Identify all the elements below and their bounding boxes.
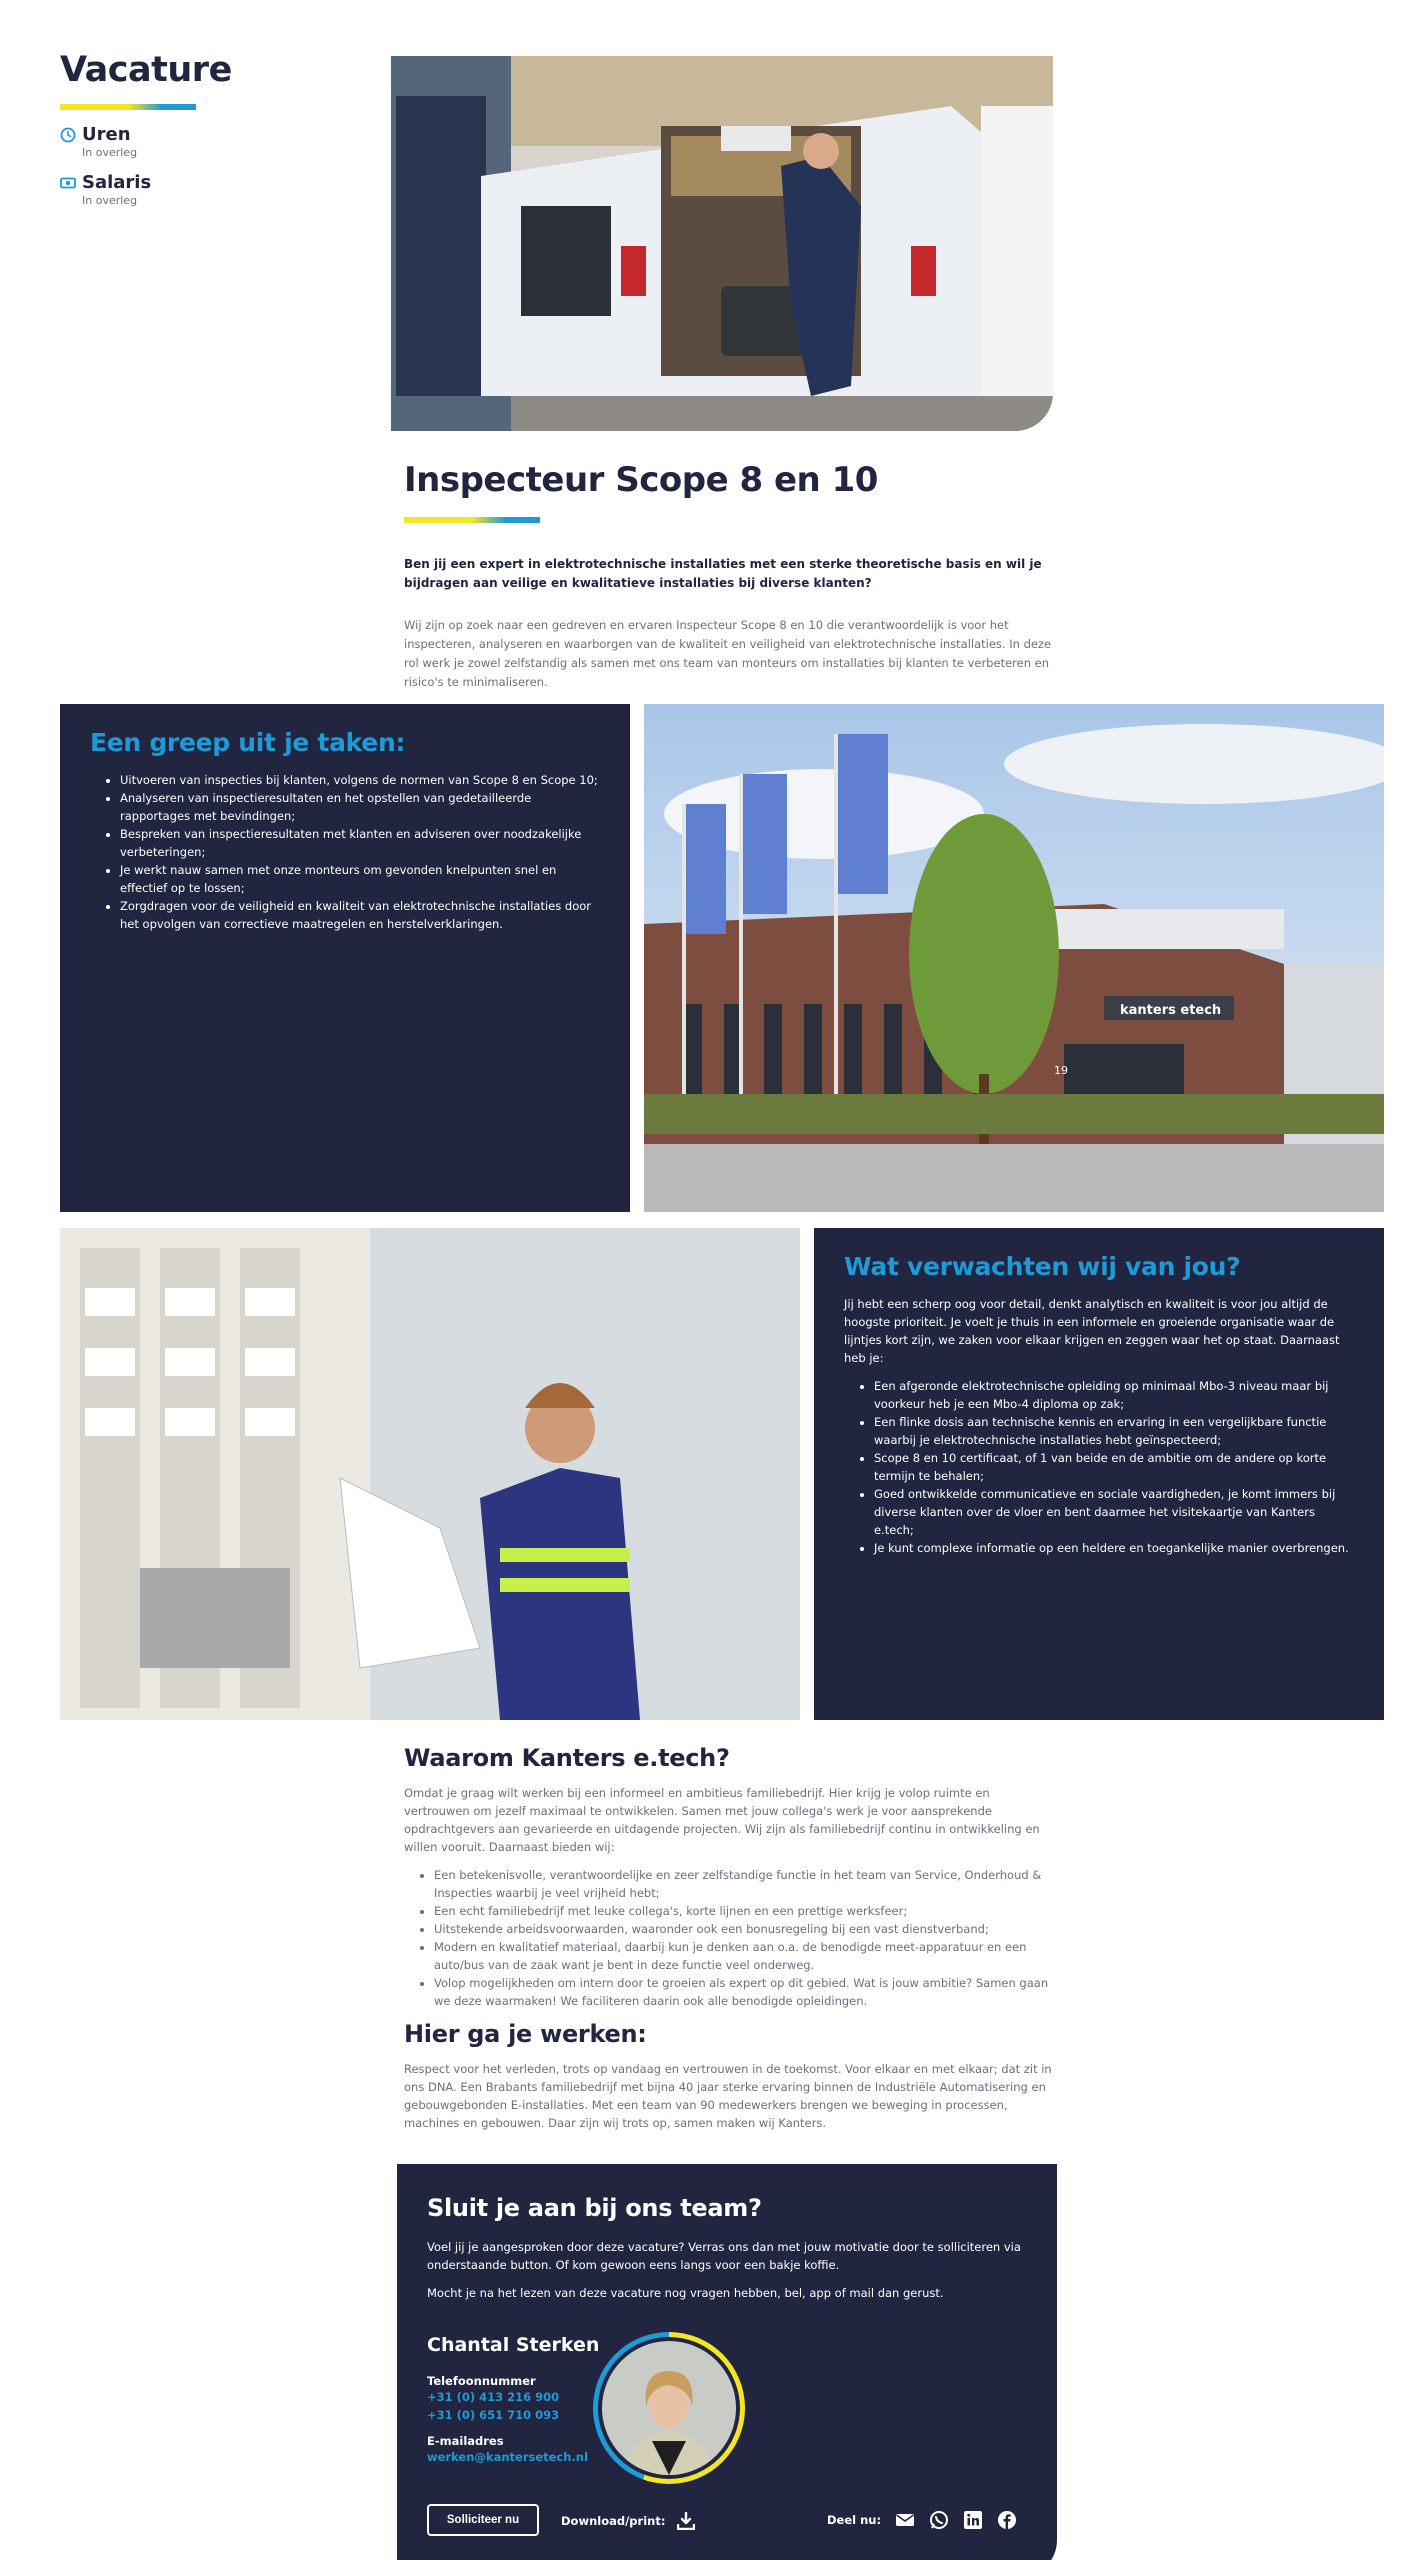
expect-block [814, 1228, 1384, 1720]
linkedin-icon[interactable] [963, 2510, 983, 2530]
facebook-icon[interactable] [997, 2510, 1017, 2530]
tasks-block [60, 704, 630, 1212]
list-item: • Een afgeronde elektrotechnische opleiding op minimaal Mbo-3 niveau maar bij voorkeur heb je een Mbo-4 diploma op zak; [874, 1377, 1354, 1413]
list-item: • Uitvoeren van inspecties bij klanten, volgens de normen van Scope 8 en Scope 10; [120, 771, 600, 789]
apply-button[interactable]: Solliciteer nu [427, 2504, 539, 2536]
work-heading: Hier ga je werken: [404, 2020, 647, 2048]
why-heading: Waarom Kanters e.tech? [404, 1744, 730, 1772]
list-item: • Een flinke dosis aan technische kennis en ervaring in een vergelijkbare functie waarbij je elektrotechnische installaties hebt geïnspecteerd; [874, 1413, 1354, 1449]
cta-text: Voel jij je aangesproken door deze vacature? Verras ons dan met jouw motivatie door te solliciteren via onderstaande button. Of kom gewoon eens langs voor een bakje koffie. [427, 2240, 1021, 2272]
technician-photo [60, 1228, 800, 1720]
whatsapp-icon[interactable] [929, 2510, 949, 2530]
phone-label: Telefoonnummer [427, 2374, 536, 2388]
download-label: Download/print: [561, 2514, 666, 2528]
meta-hours [60, 124, 137, 160]
meta-value: In overleg [82, 146, 138, 159]
job-intro-bold: Ben jij een expert in elektrotechnische installaties met een sterke theoretische basis en wil je bijdragen aan veilige en kwalitatieve installaties bij diverse klanten? [404, 557, 1042, 590]
list-item: • Zorgdragen voor de veiligheid en kwaliteit van elektrotechnische installaties door het opvolgen van correctieve maatregelen en herstelverklaringen. [120, 897, 600, 933]
cta-text: Mocht je na het lezen van deze vacature nog vragen hebben, bel, app of mail dan gerust. [427, 2286, 944, 2300]
list-item: • Je kunt complexe informatie op een heldere en toegankelijke manier overbrengen. [874, 1539, 1354, 1557]
list-item: • Je werkt nauw samen met onze monteurs om gevonden knelpunten snel en effectief op te lossen; [120, 861, 600, 897]
list-item: • Analyseren van inspectieresultaten en het opstellen van gedetailleerde rapportages met bevindingen; [120, 789, 600, 825]
job-title: Inspecteur Scope 8 en 10 [404, 460, 878, 500]
list-item: • Een betekenisvolle, verantwoordelijke en zeer zelfstandige functie in het team van Service, Onderhoud & Inspecties waarbij je veel vrijheid hebt; [434, 1866, 1054, 1902]
building-photo [644, 704, 1384, 1212]
contact-details [427, 2374, 588, 2466]
work-text: Respect voor het verleden, trots op vandaag en vertrouwen in de toekomst. Voor elkaar en met elkaar; dat zit in ons DNA. Een Brabants familiebedrijf met bijna 40 jaar sterke ervaring binnen de Industriële Automatisering en gebouwgebonden E-installaties. Met een team van 90 medewerkers brengen we beweging in processen, machines en gebouwen. Daar zijn wij trots op, samen maken wij Kanters. [404, 2062, 1052, 2130]
phone-link-2[interactable]: +31 (0) 651 710 093 [427, 2408, 560, 2422]
email-label: E-mailadres [427, 2434, 504, 2448]
meta-label: Uren [82, 124, 131, 145]
tasks-list [90, 771, 600, 933]
share-label: Deel nu: [827, 2513, 882, 2527]
meta-value: In overleg [82, 194, 138, 207]
building-number: 19 [1054, 1064, 1068, 1077]
why-intro: Omdat je graag wilt werken bij een informeel en ambitieus familiebedrijf. Hier krijg je volop ruimte en vertrouwen om jezelf maximaal te ontwikkelen. Samen met jouw collega's werk je voor aansprekende opdrachtgevers aan gevarieerde en uitdagende projecten. Wij zijn als familiebedrijf continu in ontwikkeling en willen vooruit. Daarnaast bieden wij: [404, 1786, 1040, 1854]
list-item: • Modern en kwalitatief materiaal, daarbij kun je denken aan o.a. de benodigde meet-apparatuur en een auto/bus van de zaak want je bent in deze functie veel onderweg. [434, 1938, 1054, 1974]
money-icon [60, 175, 76, 191]
hero-photo [391, 56, 1053, 431]
meta-salary [60, 172, 151, 208]
contact-name: Chantal Sterken [427, 2334, 600, 2356]
meta-label: Salaris [82, 172, 152, 193]
title-underline [60, 104, 196, 110]
building-sign: kanters etech [1120, 1003, 1222, 1018]
why-section [404, 1744, 1054, 2010]
download-print [561, 2512, 695, 2530]
expect-heading: Wat verwachten wij van jou? [844, 1252, 1241, 1281]
avatar-photo [602, 2341, 736, 2475]
mail-icon[interactable] [895, 2510, 915, 2530]
tasks-heading: Een greep uit je taken: [90, 728, 406, 757]
list-item: • Een echt familiebedrijf met leuke collega's, korte lijnen en een prettige werksfeer; [434, 1902, 1054, 1920]
cta-block [397, 2164, 1057, 2560]
expect-intro: Jij hebt een scherp oog voor detail, denkt analytisch en kwaliteit is voor jou altijd de hoogste prioriteit. Je voelt je thuis in een informele en groeiende organisatie waar de lijntjes kort zijn, we zaken voor elkaar krijgen en zeggen waar het op staat. Daarnaast heb je: [844, 1297, 1340, 1365]
clock-icon [60, 127, 76, 143]
job-intro: Wij zijn op zoek naar een gedreven en ervaren Inspecteur Scope 8 en 10 die verantwoordelijk is voor het inspecteren, analyseren en waarborgen van de kwaliteit en veiligheid van elektrotechnische installaties. In deze rol werk je zowel zelfstandig als samen met ons team van monteurs om installaties bij klanten te verbeteren en risico's te minimaliseren. [404, 618, 1052, 689]
cta-heading: Sluit je aan bij ons team? [427, 2194, 762, 2222]
why-list [404, 1866, 1054, 2010]
list-item: • Volop mogelijkheden om intern door te groeien als expert op dit gebied. Wat is jouw ambitie? Samen gaan we deze waarmaken! We faciliteren daarin ook alle benodigde opleidingen. [434, 1974, 1054, 2010]
sidebar-title: Vacature [60, 50, 232, 90]
share-bar [827, 2510, 1017, 2530]
download-icon[interactable] [677, 2512, 695, 2530]
email-link[interactable]: werken@kantersetech.nl [427, 2450, 588, 2464]
phone-link-1[interactable]: +31 (0) 413 216 900 [427, 2390, 560, 2404]
list-item: • Scope 8 en 10 certificaat, of 1 van beide en de ambitie om de andere op korte termijn te behalen; [874, 1449, 1354, 1485]
expect-list [844, 1377, 1354, 1557]
list-item: • Bespreken van inspectieresultaten met klanten en adviseren over noodzakelijke verbeteringen; [120, 825, 600, 861]
job-title-underline [404, 517, 540, 523]
list-item: • Uitstekende arbeidsvoorwaarden, waaronder ook een bonusregeling bij een vast dienstverband; [434, 1920, 1054, 1938]
work-section [404, 2020, 1054, 2142]
avatar [593, 2332, 745, 2484]
list-item: • Goed ontwikkelde communicatieve en sociale vaardigheden, je komt immers bij diverse klanten over de vloer en bent daarmee het visitekaartje van Kanters e.tech; [874, 1485, 1354, 1539]
